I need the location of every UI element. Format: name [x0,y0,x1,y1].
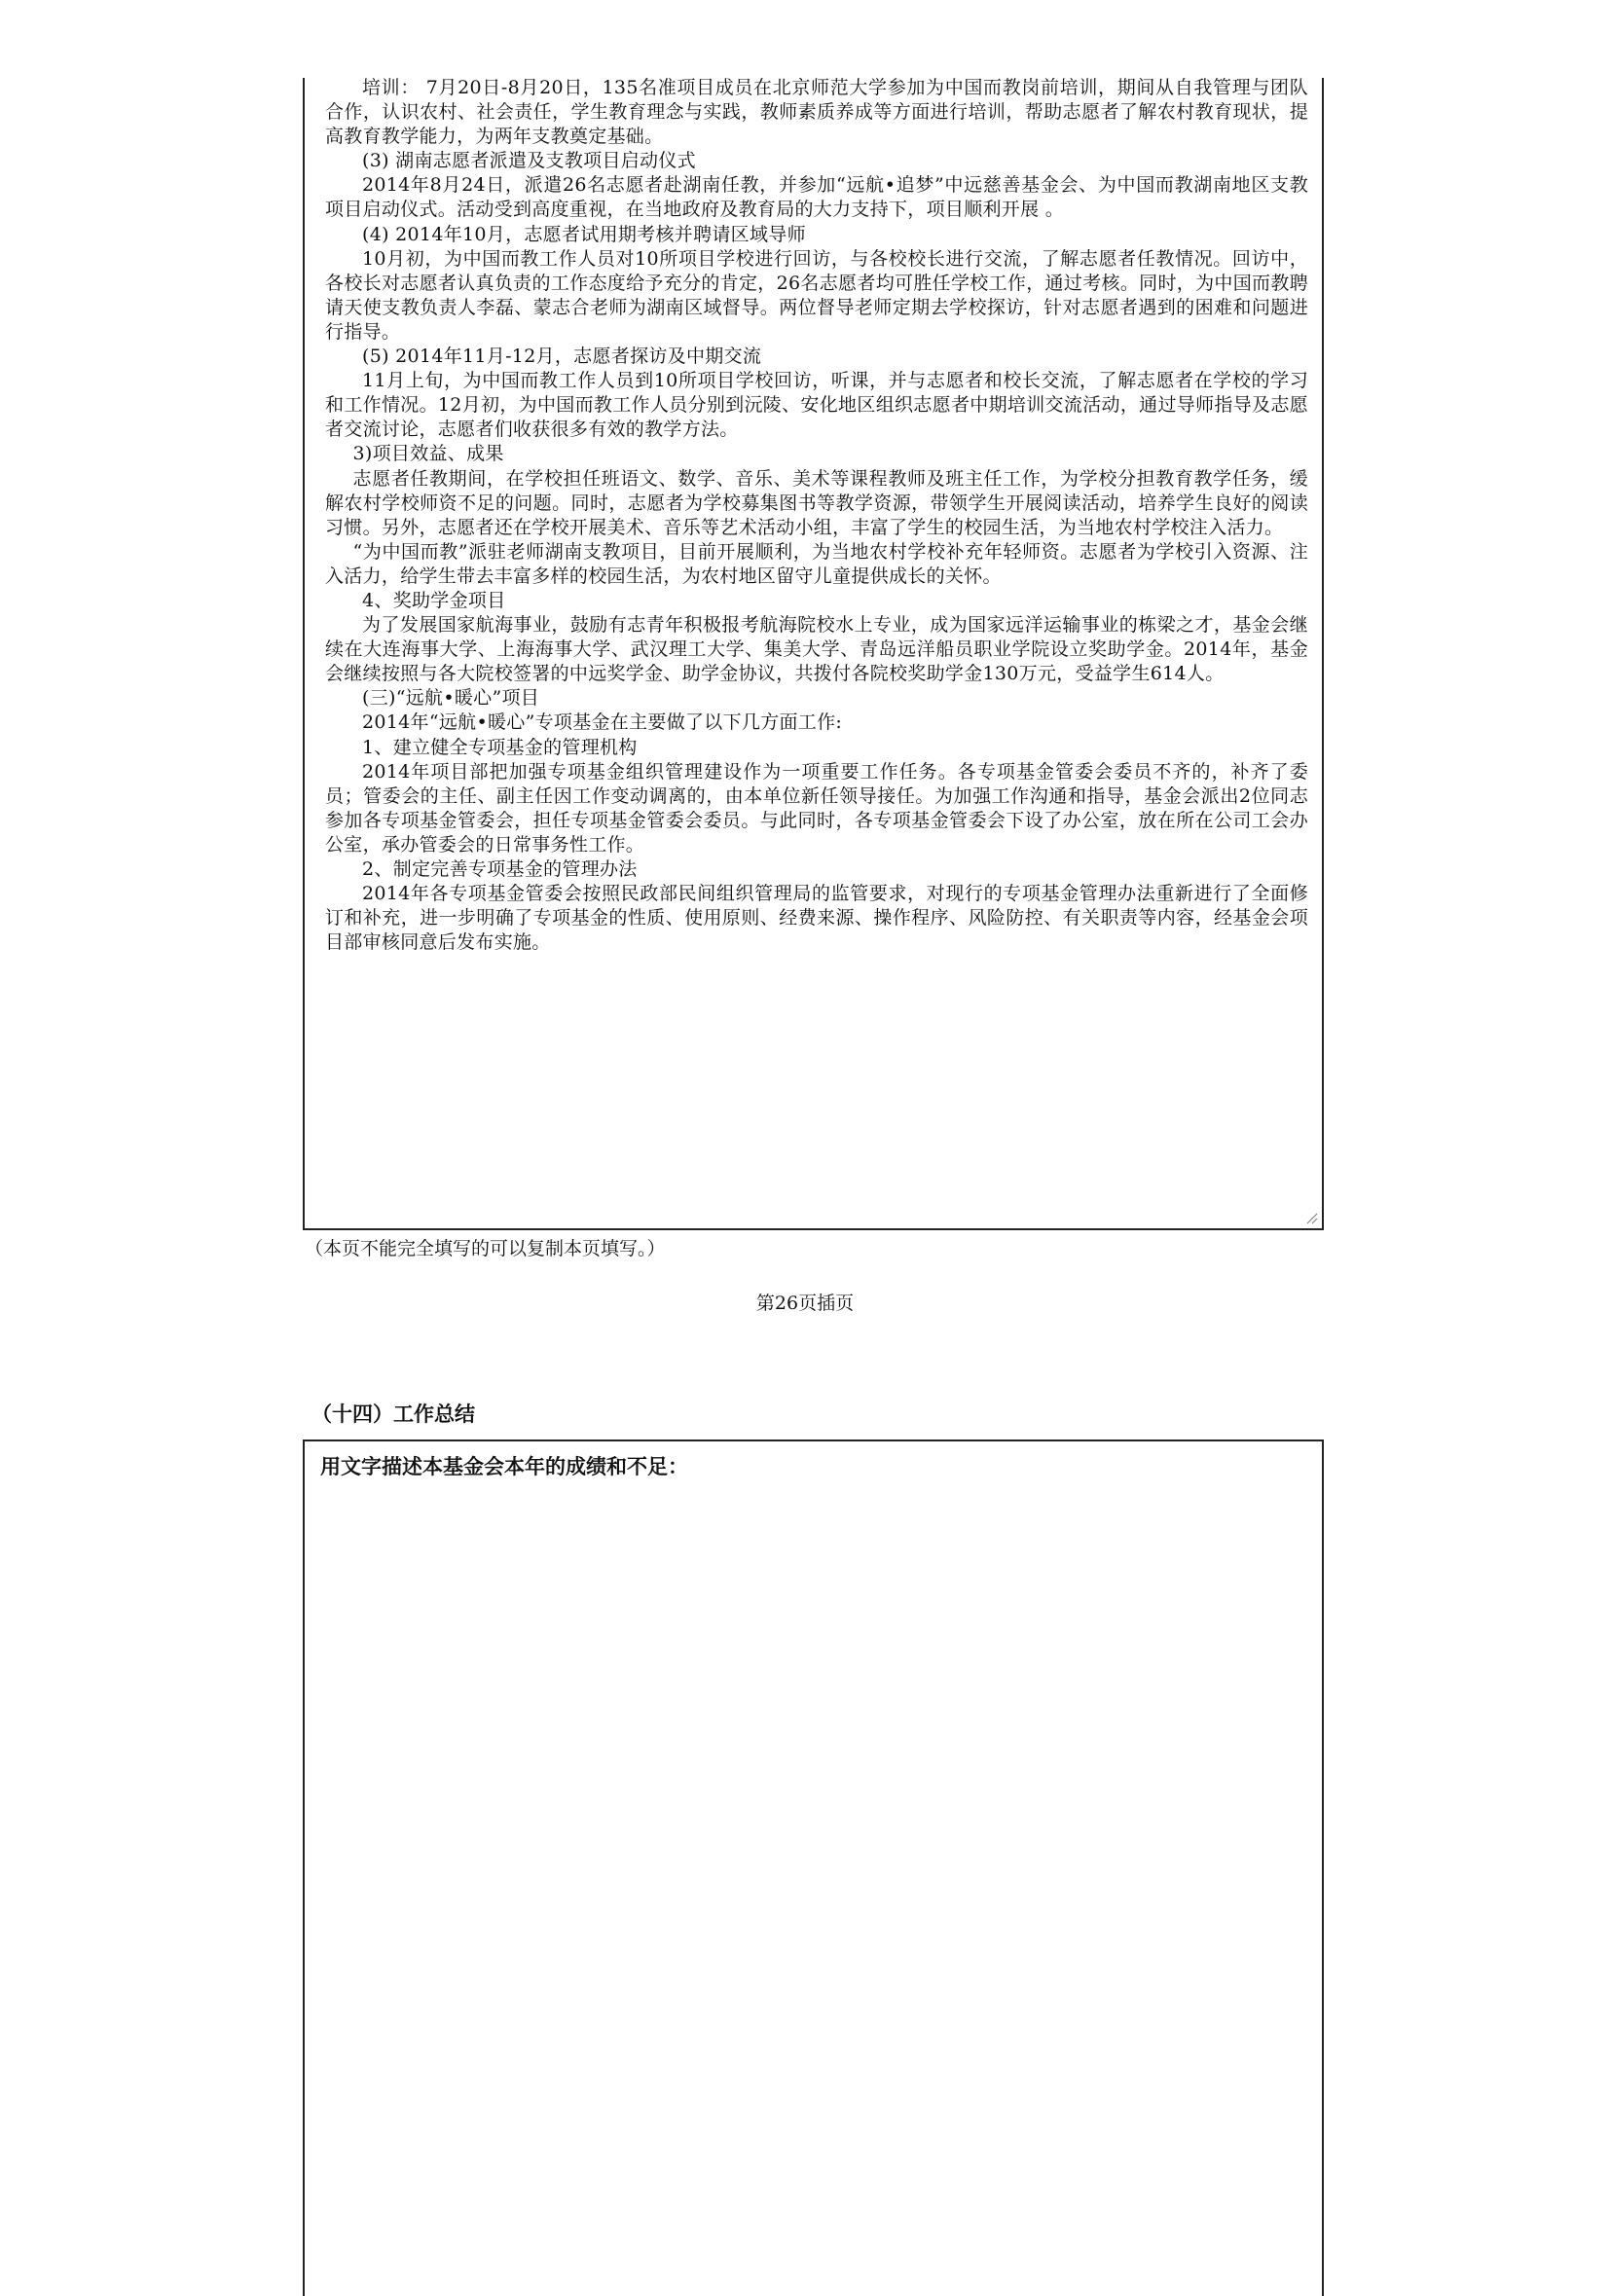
work-summary-prompt: 用文字描述本基金会本年的成绩和不足： [320,1455,688,1478]
paragraph: 2014年“远航•暖心”专项基金在主要做了以下几方面工作: [362,711,843,734]
copy-page-note: （本页不能完全填写的可以复制本页填写。） [305,1238,666,1259]
paragraph: (4) 2014年10月，志愿者试用期考核并聘请区域导师 [362,223,806,245]
paragraph: 3)项目效益、成果 [352,443,504,465]
paragraph: 11月上旬，为中国而教工作人员到10所项目学校回访，听课，并与志愿者和校长交流，了解志愿者在学校的学习和工作情况。12月初，为中国而教工作人员分别到沅陵、安化地区组织志愿者中期培训交流活动，通过导师指导及志愿者交流讨论，志愿者们收获很多有效的教学方法。 [325,370,1308,441]
work-summary-text-box[interactable] [303,1440,1324,2296]
paragraph: 志愿者任教期间，在学校担任班语文、数学、音乐、美术等课程教师及班主任工作，为学校分担教育教学任务，缓解农村学校师资不足的问题。同时，志愿者为学校募集图书等教学资源，带领学生开展阅读活动，培养学生良好的阅读习惯。另外，志愿者还在学校开展美术、音乐等艺术活动小组，丰富了学生的校园生活，为当地农村学校注入活力。 [325,467,1308,538]
paragraph: (3) 湖南志愿者派遣及支教项目启动仪式 [362,150,696,172]
section-heading-work-summary: （十四）工作总结 [311,1403,475,1426]
paragraph: (5) 2014年11月-12月，志愿者探访及中期交流 [362,346,762,368]
paragraph: 2014年各专项基金管委会按照民政部民间组织管理局的监管要求，对现行的专项基金管理办法重新进行了全面修订和补充，进一步明确了专项基金的性质、使用原则、经费来源、操作程序、风险防控、有关职责等内容，经基金会项目部审核同意后发布实施。 [325,883,1308,954]
page-insert-label: 第26页插页 [755,1293,855,1314]
continuation-text [325,76,1308,955]
paragraph: 2、制定完善专项基金的管理办法 [362,858,638,880]
paragraph: 1、建立健全专项基金的管理机构 [362,736,638,758]
paragraph: 2014年8月24日，派遣26名志愿者赴湖南任教，并参加“远航•追梦”中远慈善基金会、为中国而教湖南地区支教项目启动仪式。活动受到高度重视，在当地政府及教育局的大力支持下，项目顺利开展 。 [325,174,1308,221]
paragraph: (三)“远航•暖心”项目 [362,687,540,710]
resize-grip-icon[interactable] [1304,1211,1318,1224]
paragraph: 10月初，为中国而教工作人员对10所项目学校进行回访，与各校校长进行交流，了解志愿者任教情况。回访中，各校长对志愿者认真负责的工作态度给予充分的肯定，26名志愿者均可胜任学校工作，通过考核。同时，为中国而教聘请天使支教负责人李磊、蒙志合老师为湖南区域督导。两位督导老师定期去学校探访，针对志愿者遇到的困难和问题进行指导。 [325,247,1308,343]
paragraph: 4、奖助学金项目 [362,589,506,611]
paragraph: 2014年项目部把加强专项基金组织管理建设作为一项重要工作任务。各专项基金管委会委员不齐的，补齐了委员；管委会的主任、副主任因工作变动调离的，由本单位新任领导接任。为加强工作沟通和指导，基金会派出2位同志参加各专项基金管委会，担任专项基金管委会委员。与此同时，各专项基金管委会下设了办公室，放在所在公司工会办公室，承办管委会的日常事务性工作。 [325,760,1308,856]
paragraph: “为中国而教”派驻老师湖南支教项目，目前开展顺利，为当地农村学校补充年轻师资。志愿者为学校引入资源、注入活力，给学生带去丰富多样的校园生活，为农村地区留守儿童提供成长的关怀。 [325,540,1308,587]
paragraph: 为了发展国家航海事业，鼓励有志青年积极报考航海院校水上专业，成为国家远洋运输事业的栋梁之才，基金会继续在大连海事大学、上海海事大学、武汉理工大学、集美大学、青岛远洋船员职业学院设立奖助学金。2014年，基金会继续按照与各大院校签署的中远奖学金、助学金协议，共拨付各院校奖助学金130万元，受益学生614人。 [325,614,1308,685]
paragraph: 培训： 7月20日-8月20日，135名准项目成员在北京师范大学参加为中国而教岗前培训，期间从自我管理与团队合作，认识农村、社会责任，学生教育理念与实践，教师素质养成等方面进行培训，帮助志愿者了解农村教育现状，提高教育教学能力，为两年支教奠定基础。 [325,77,1308,148]
